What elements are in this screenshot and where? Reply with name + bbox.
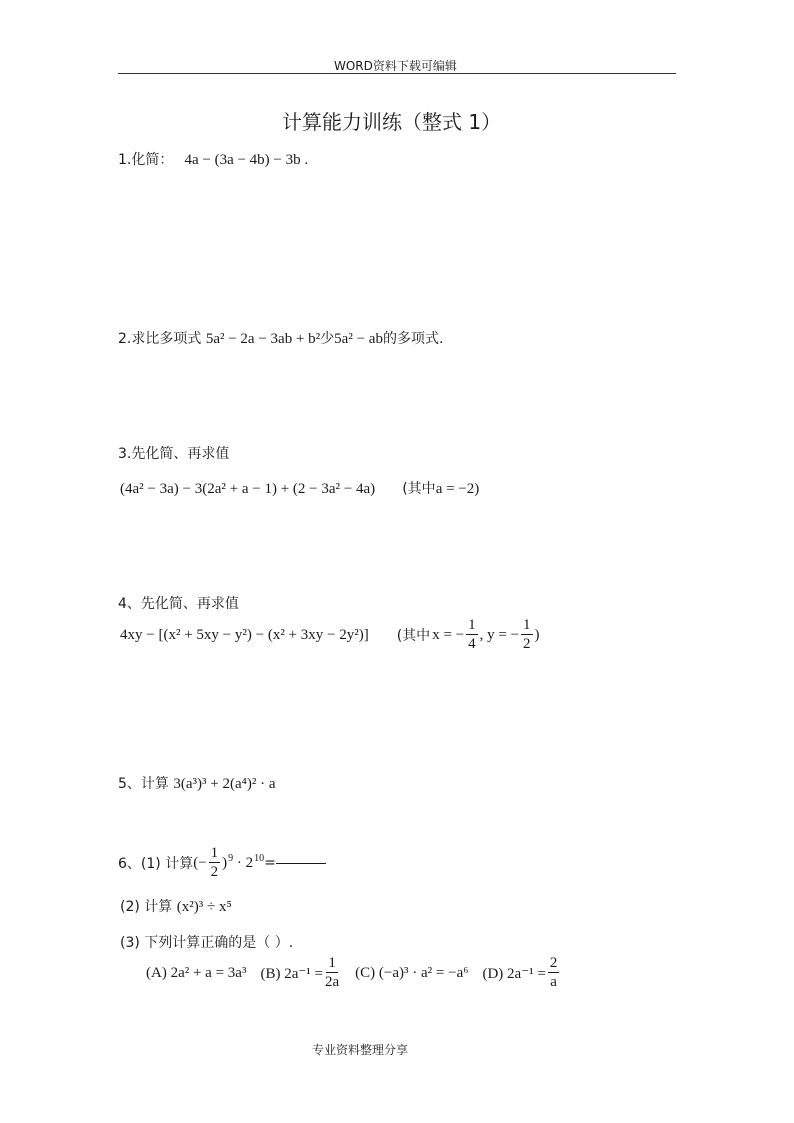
question-6-multiplier: · 2 bbox=[233, 854, 254, 871]
question-4-expression: 4xy − [(x² + 5xy − y²) − (x² + 3xy − 2y²)] bbox=[120, 626, 369, 643]
question-2-end: 的多项式. bbox=[382, 331, 444, 347]
question-4-y-numerator: 1 bbox=[523, 617, 531, 633]
question-4-condition-prefix: (其中 bbox=[396, 628, 431, 644]
header-rule bbox=[118, 73, 676, 74]
question-6-exponent-2: 10 bbox=[254, 852, 265, 864]
question-4-x-numerator: 1 bbox=[468, 617, 476, 633]
question-6-part-2 bbox=[120, 896, 232, 916]
question-6-open-paren: (− bbox=[193, 854, 207, 871]
question-6-part-1 bbox=[118, 846, 326, 880]
question-4-x-fraction bbox=[466, 618, 478, 652]
question-5-label: 5、计算 bbox=[118, 776, 174, 792]
question-4-y-denominator: 2 bbox=[523, 636, 531, 652]
option-b-prefix: (B) 2a⁻¹ = bbox=[260, 965, 323, 982]
question-4-x-denominator: 4 bbox=[468, 636, 476, 652]
question-3-body bbox=[120, 478, 479, 498]
option-b-denominator: 2a bbox=[325, 974, 340, 990]
question-3-condition-value: a = −2) bbox=[435, 481, 480, 497]
question-3-label: 3.先化简、再求值 bbox=[118, 446, 230, 462]
options-row bbox=[146, 956, 561, 990]
question-2-mid: 少 bbox=[320, 331, 335, 347]
question-6-part-2-label: (2) 计算 bbox=[120, 899, 177, 915]
question-4-body bbox=[120, 618, 540, 652]
page-footer: 专业资料整理分享 bbox=[312, 1043, 409, 1057]
option-a: (A) 2a² + a = 3a³ bbox=[146, 964, 247, 981]
question-2-poly-a: 5a² − 2a − 3ab + b² bbox=[205, 331, 321, 347]
question-2-label: 2.求比多项式 bbox=[118, 331, 206, 347]
question-6-part-3-label: (3) 下列计算正确的是（ ）. bbox=[120, 935, 294, 951]
page-header: WORD资料下载可编辑 bbox=[334, 59, 457, 73]
question-4-y-fraction bbox=[521, 618, 533, 652]
question-6-part-1-label: 6、(1) 计算 bbox=[118, 856, 194, 872]
question-6-fraction-denominator: 2 bbox=[210, 864, 219, 880]
option-d-prefix: (D) 2a⁻¹ = bbox=[482, 965, 546, 982]
option-d-denominator: a bbox=[550, 974, 557, 990]
question-6-equals: = bbox=[264, 855, 276, 871]
question-4-condition-x: x = − bbox=[432, 626, 465, 643]
question-1-expression: 4a − (3a − 4b) − 3b . bbox=[184, 152, 309, 168]
option-c: (C) (−a)³ · a² = −a⁶ bbox=[355, 964, 469, 981]
option-b-numerator: 1 bbox=[328, 955, 336, 971]
question-4-label: 4、先化简、再求值 bbox=[118, 596, 239, 612]
question-4-condition-y: , y = − bbox=[479, 626, 520, 643]
question-4-condition-close: ) bbox=[534, 626, 540, 643]
question-1 bbox=[118, 149, 308, 169]
question-6-exponent: 9 bbox=[228, 852, 234, 864]
question-6-part-2-expression: (x²)³ ÷ x⁵ bbox=[176, 899, 232, 915]
question-2-poly-b: 5a² − ab bbox=[334, 331, 383, 347]
answer-blank[interactable] bbox=[276, 863, 326, 864]
question-2 bbox=[118, 328, 443, 348]
question-1-label: 1.化简： bbox=[118, 152, 174, 168]
question-6-power-expression: )$^9 \cdot 2^{10}$ bbox=[222, 852, 265, 871]
option-d-fraction bbox=[548, 956, 560, 990]
option-d-numerator: 2 bbox=[549, 955, 558, 971]
question-3-expression: (4a² − 3a) − 3(2a² + a − 1) + (2 − 3a² − 4a) bbox=[120, 481, 376, 497]
question-6-fraction-numerator: 1 bbox=[210, 845, 219, 861]
question-5-expression: 3(a³)³ + 2(a⁴)² · a bbox=[173, 776, 276, 792]
option-b-fraction bbox=[325, 956, 339, 990]
question-6-fraction bbox=[209, 846, 221, 880]
page-title: 计算能力训练（整式 1） bbox=[282, 110, 502, 134]
question-5 bbox=[118, 773, 276, 793]
question-3-condition-prefix: (其中 bbox=[402, 481, 436, 497]
